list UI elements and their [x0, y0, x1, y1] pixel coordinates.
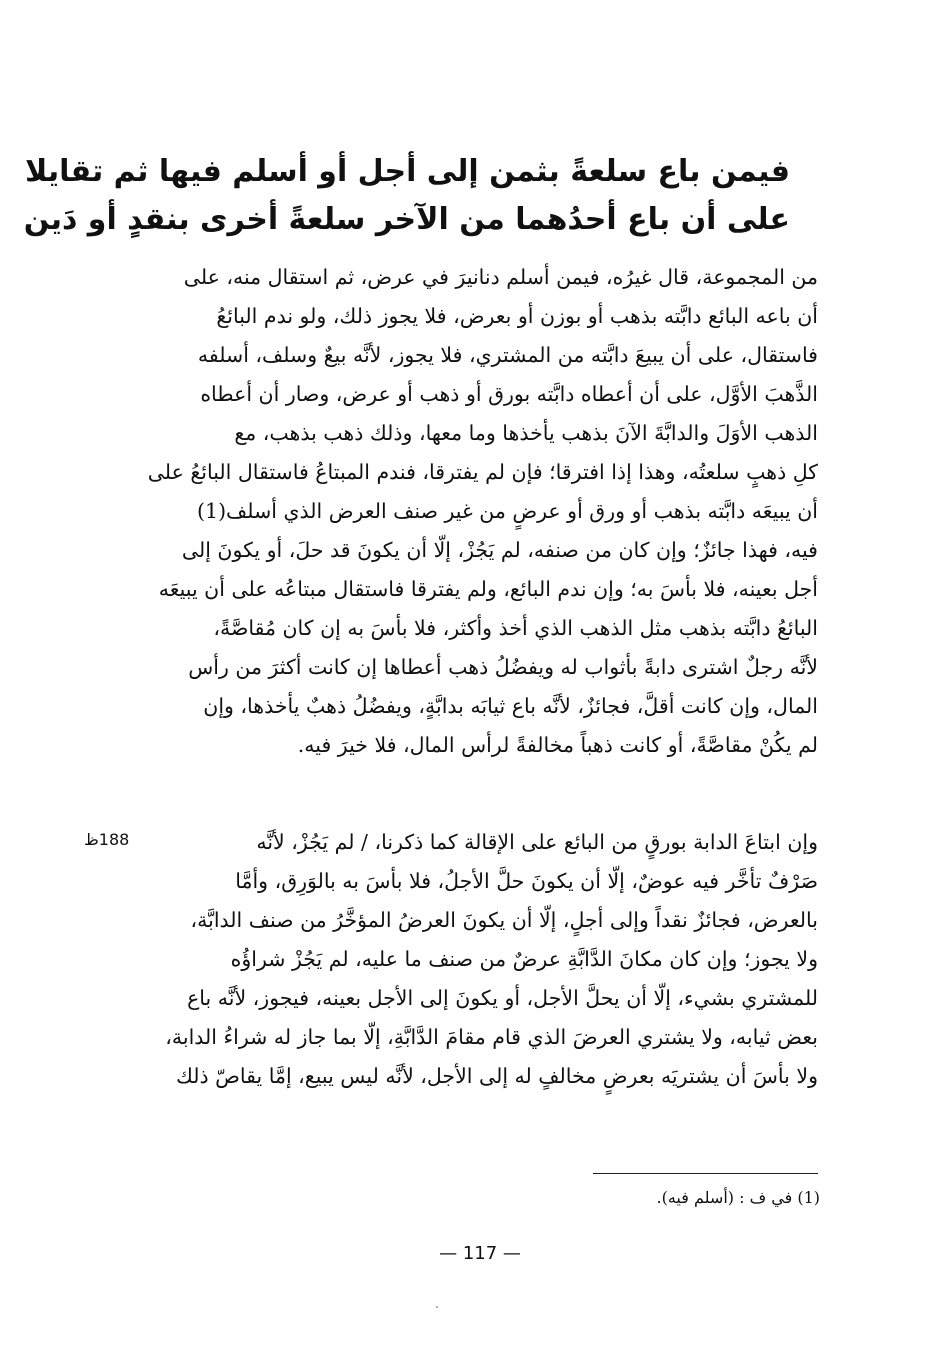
text-line: كلِ ذهبٍ سلعتُه، وهذا إذا افترقا؛ فإن لم يفترقا، فندم المبتاعُ فاستقال البائعُ على	[148, 460, 818, 484]
text-line: لم يكُنْ مقاصَّةً، أو كانت ذهباً مخالفةً لرأس المال، فلا خيرَ فيه.	[297, 733, 818, 757]
title-line-1: فيمن باع سلعةً بثمن إلى أجل أو أسلم فيها ثم تقايلا	[25, 154, 790, 189]
title-line-2: على أن باع أحدُهما من الآخر سلعةً أخرى بنقدٍ أو دَين	[23, 202, 790, 237]
paragraph-2	[148, 823, 818, 1096]
paragraph-1	[148, 258, 818, 765]
text-line: البائعُ دابَّته بذهب مثل الذهب الذي أخذ وأكثر، فلا بأسَ به إن كان مُقاصَّةً،	[213, 616, 818, 640]
footnote: (1) في ف : (أسلم فيه).	[656, 1188, 820, 1207]
text-line: فيه، فهذا جائزٌ؛ وإن كان من صنفه، لم يَجُزْ، إلّا أن يكونَ قد حلَ، أو يكونَ إلى	[181, 538, 818, 562]
text-line: أجل بعينه، فلا بأسَ به؛ وإن ندم البائع، ولم يفترقا فاستقال مبتاعُه على أن يبيعَه	[158, 577, 818, 601]
scan-speck	[436, 1306, 438, 1308]
text-line: الذهب الأوَلَ والدابَّةَ الآنَ بذهب يأخذها وما معها، وذلك ذهب بذهب، مع	[234, 421, 818, 445]
text-line: للمشتري بشيء، إلّا أن يحلَّ الأجل، أو يكونَ إلى الأجل بعينه، فيجوز، لأنَّه باع	[187, 986, 818, 1010]
text-line: أن باعه البائع دابَّته بذهب أو بوزن أو بعرض، فلا يجوز ذلك، ولو ندم البائعُ	[216, 304, 818, 328]
text-line: لأنَّه رجلٌ اشترى دابةً بأثواب له ويفضُلُ ذهب أعطاها إن كانت أكثرَ من رأس	[188, 655, 818, 679]
text-line: أن يبيعَه دابَّته بذهب أو ورق أو عرضٍ من غير صنف العرض الذي أسلف(1)	[197, 499, 818, 523]
text-line: وإن ابتاعَ الدابة بورقٍ من البائع على الإقالة كما ذكرنا، / لم يَجُزْ، لأنَّه	[256, 830, 818, 854]
page-number: — 117 —	[439, 1243, 521, 1264]
footnote-divider	[593, 1173, 818, 1174]
chapter-title	[23, 148, 790, 244]
manuscript-folio-marker: 188ظ	[84, 830, 130, 849]
text-line: من المجموعة، قال غيرُه، فيمن أسلم دنانيرَ في عرض، ثم استقال منه، على	[183, 265, 818, 289]
text-line: ولا يجوز؛ وإن كان مكانَ الدَّابَّةِ عرضٌ من صنف ما عليه، لم يَجُزْ شراؤُه	[230, 947, 818, 971]
text-line: المال، وإن كانت أقلَّ، فجائزٌ، لأنَّه باع ثيابَه بدابَّةٍ، ويفضُلُ ذهبٌ يأخذها، وإن	[203, 694, 818, 718]
text-line: فاستقال، على أن يبيعَ دابَّته من المشتري، فلا يجوز، لأنَّه بيعٌ وسلف، أسلفه	[197, 343, 818, 367]
text-line: بالعرض، فجائزٌ نقداً وإلى أجلٍ، إلّا أن يكونَ العرضُ المؤخَّرُ من صنف الدابَّة،	[190, 908, 818, 932]
text-line: الذَّهبَ الأوَّل، على أن أعطاه دابَّته بورق أو ذهب أو عرض، وصار أن أعطاه	[200, 382, 818, 406]
text-line: بعض ثيابه، ولا يشتري العرضَ الذي قام مقامَ الدَّابَّةِ، إلّا بما جاز له شراءُ الدابة،	[165, 1025, 818, 1049]
text-line: ولا بأسَ أن يشتريَه بعرضٍ مخالفٍ له إلى الأجل، لأنَّه ليس يبيع، إمَّا يقاصّ ذلك	[175, 1064, 818, 1088]
text-line: صَرْفٌ تأخَّر فيه عوضٌ، إلّا أن يكونَ حلَّ الأجلُ، فلا بأسَ به بالوَرِق، وأمَّا	[235, 869, 818, 893]
